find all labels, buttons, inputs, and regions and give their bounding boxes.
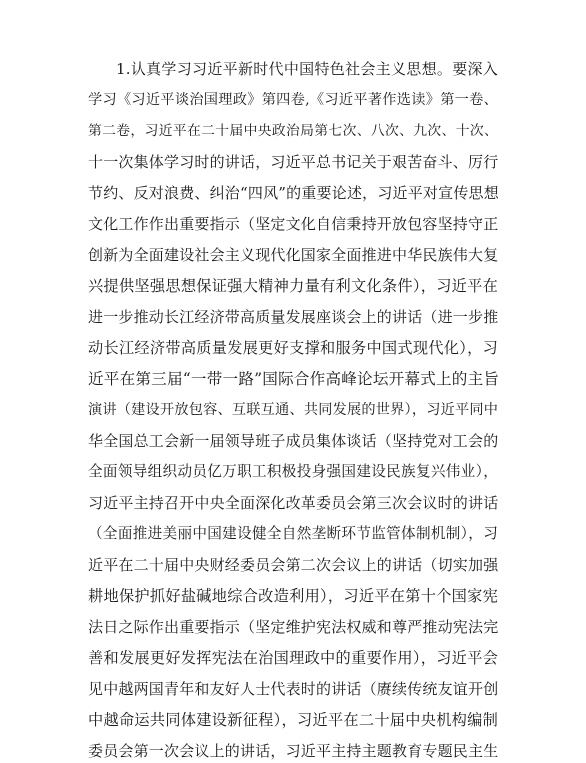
paragraph-line: 节约、反对浪费、纠治“四风”的重要论述，习近平对宣传思想: [88, 184, 499, 202]
paragraph-line: 1.认真学习习近平新时代中国特色社会主义思想。要深入: [116, 60, 498, 78]
paragraph-line: 第二卷，习近平在二十届中央政治局第七次、八次、九次、十次、: [88, 123, 498, 139]
paragraph-line: 委员会第一次会议上的讲话，习近平主持主题教育专题民主生: [88, 742, 499, 760]
paragraph-line: 见中越两国青年和友好人士代表时的讲话（赓续传统友谊开创: [88, 680, 499, 698]
paragraph-line: （全面推进美丽中国建设健全自然垄断环节监管体制机制），习: [88, 525, 498, 542]
paragraph-line: 近平在二十届中央财经委员会第二次会议上的讲话（切实加强: [88, 556, 499, 574]
paragraph-line: 学习《习近平谈治国理政》第四卷,《习近平著作选读》第一卷、: [88, 92, 498, 108]
paragraph-line: 耕地保护抓好盐碱地综合改造利用），习近平在第十个国家宪: [88, 587, 498, 605]
paragraph-line: 全面领导组织动员亿万职工积极投身强国建设民族复兴伟业），: [88, 463, 498, 480]
paragraph-line: 创新为全面建设社会主义现代化国家全面推进中华民族伟大复: [88, 246, 499, 264]
paragraph-line: 兴提供坚强思想保证强大精神力量有利文化条件），习近平在: [88, 277, 498, 295]
paragraph-line: 近平在第三届“一带一路”国际合作高峰论坛开幕式上的主旨: [88, 370, 500, 388]
paragraph-line: 演讲（建设开放包容、互联互通、共同发展的世界），习近平同中: [88, 402, 499, 418]
paragraph-line: 善和发展更好发挥宪法在治国理政中的重要作用），习近平会: [88, 649, 498, 667]
paragraph-line: 进一步推动长江经济带高质量发展座谈会上的讲话（进一步推: [88, 308, 499, 326]
paragraph-line: 法日之际作出重要指示（坚定维护宪法权威和尊严推动宪法完: [88, 618, 499, 636]
paragraph-line: 华全国总工会新一届领导班子成员集体谈话（坚持党对工会的: [88, 432, 499, 450]
paragraph-line: 十一次集体学习时的讲话，习近平总书记关于艰苦奋斗、厉行: [88, 153, 499, 171]
paragraph-line: 动长江经济带高质量发展更好支撑和服务中国式现代化），习: [88, 339, 498, 357]
paragraph-line: 文化工作作出重要指示（坚定文化自信秉持开放包容坚持守正: [88, 215, 499, 233]
paragraph-line: 习近平主持召开中央全面深化改革委员会第三次会议时的讲话: [88, 494, 499, 512]
paragraph-line: 中越命运共同体建设新征程），习近平在二十届中央机构编制: [88, 711, 498, 729]
